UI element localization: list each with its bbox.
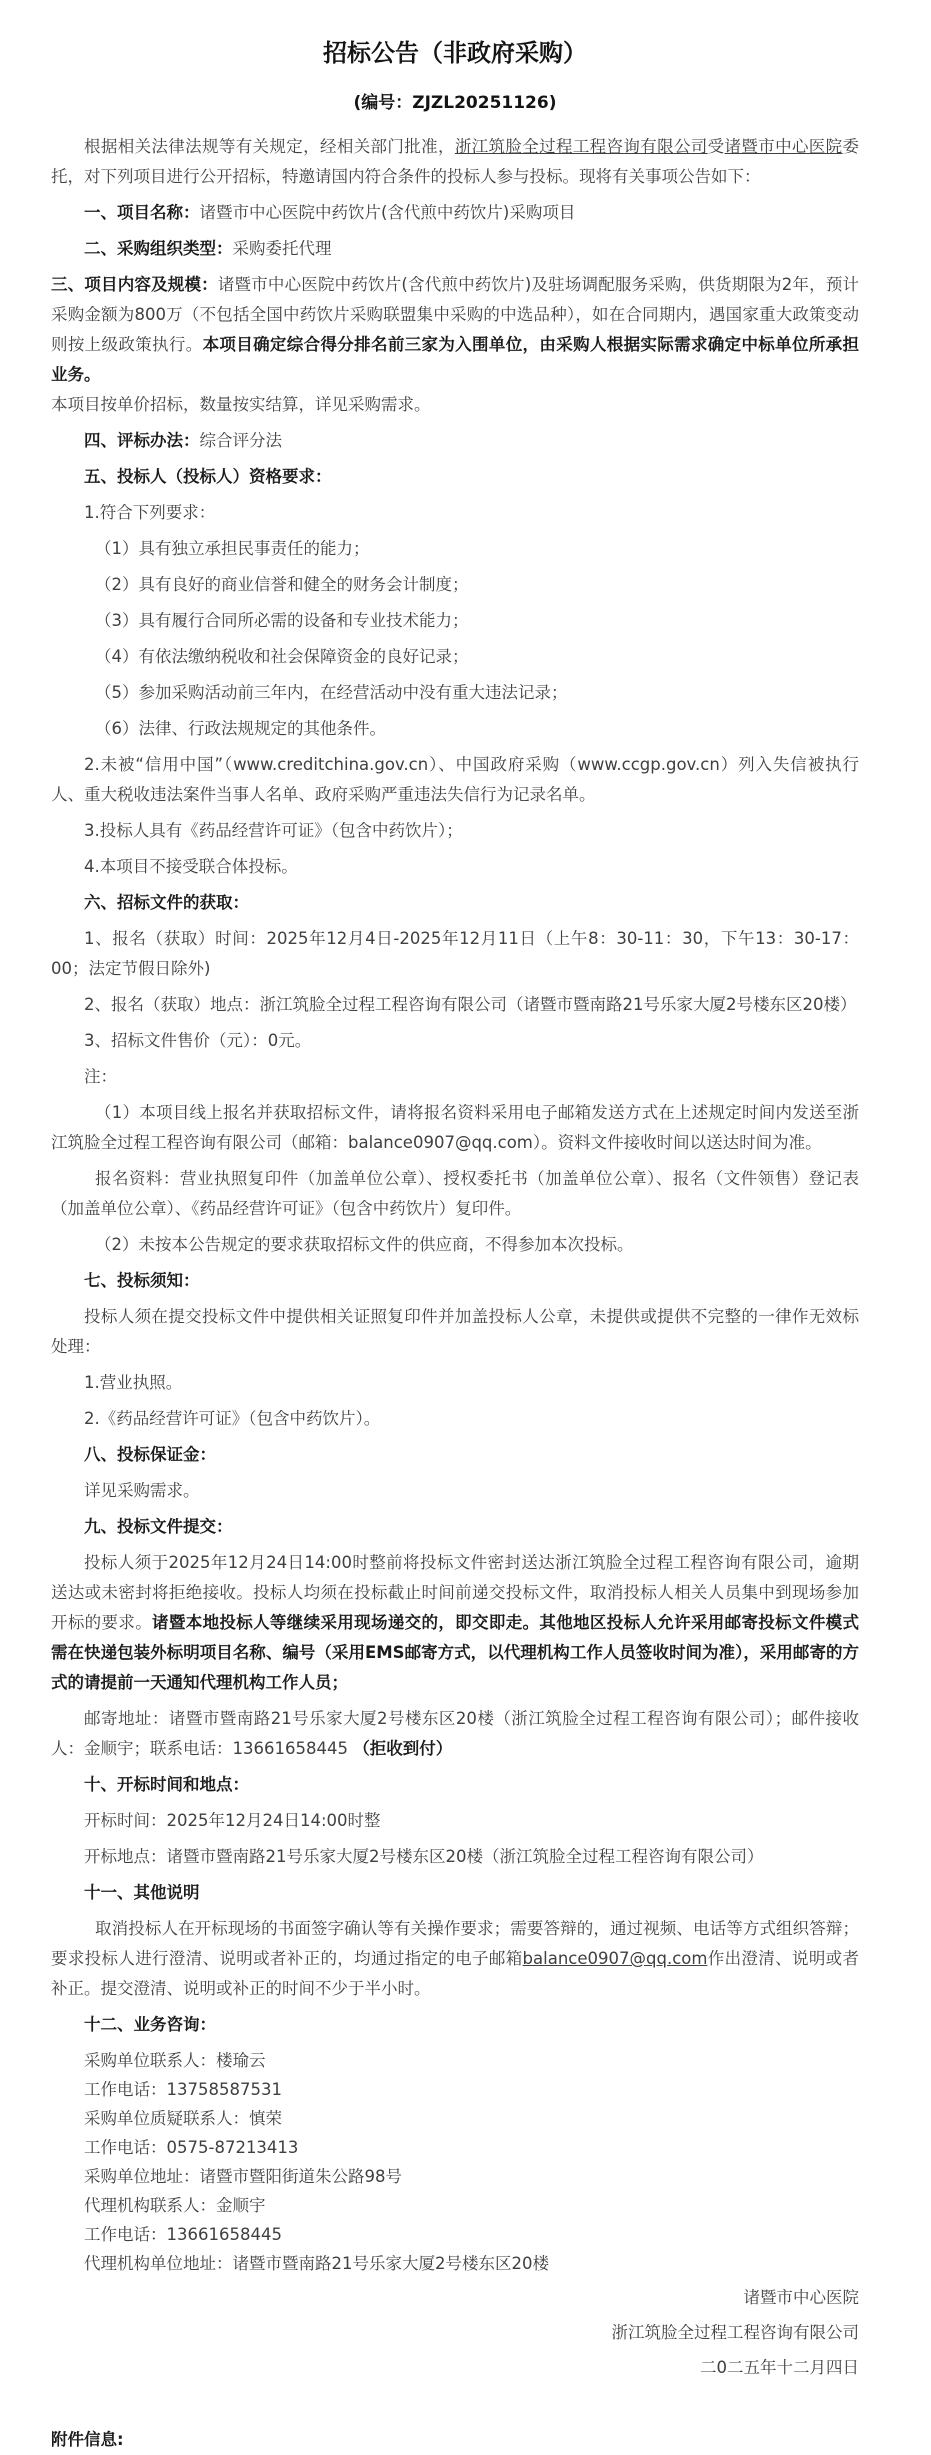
text-run: 二0二五年十二月四日 [700, 2358, 859, 2377]
qualification-item-3 [51, 816, 859, 846]
text-run: 三、项目内容及规模： [51, 275, 218, 294]
text-run: （6）法律、行政法规规定的其他条件。 [95, 719, 386, 738]
text-run: 采购单位质疑联系人：慎荣 [84, 2109, 282, 2128]
text-run: 2.未被“信用中国”（www.creditchina.gov.cn）、中国政府采购（www.ccgp.gov.cn）列入失信被执行人、重大税收违法案件当事人名单、政府采购严重违法失信行为记录名单。 [51, 755, 859, 804]
qualification-item-1-1 [51, 534, 859, 564]
contact-query-phone [51, 2133, 859, 2162]
section-5-qualification-heading [51, 462, 859, 492]
qualification-item-1-2 [51, 570, 859, 600]
section-3-scope [51, 270, 859, 420]
qualification-item-1-4 [51, 642, 859, 672]
section-10-opening-heading [51, 1770, 859, 1800]
section-8-deposit-heading [51, 1440, 859, 1470]
text-run: 委托，对下列项目进行公开招标，特邀请国内符合条件的投标人参与投标。现将有关事项公告如下： [51, 137, 860, 186]
text-run: 诸暨市中心医院中药饮片(含代煎中药饮片)采购项目 [199, 203, 576, 222]
email-link[interactable]: balance0907@qq.com [522, 1949, 708, 1968]
text-run: 四、评标办法： [84, 431, 200, 450]
text-run: 注： [84, 1067, 117, 1086]
text-run: 采购委托代理 [232, 239, 332, 258]
text-run: 七、投标须知： [84, 1271, 200, 1290]
section-2-org-type [51, 234, 859, 264]
text-run: 受 [707, 137, 725, 156]
text-run: 浙江筑脸全过程工程咨询有限公司 [611, 2323, 859, 2342]
doc-obtain-time [51, 924, 859, 984]
section-1-project-name [51, 198, 859, 228]
text-run: 诸暨市中心医院 [743, 2288, 859, 2307]
text-run: 3.投标人具有《药品经营许可证》（包含中药饮片）； [84, 821, 463, 840]
qualification-item-2 [51, 750, 859, 810]
text-run: 一、项目名称： [84, 203, 200, 222]
text-run: 报名资料：营业执照复印件（加盖单位公章）、授权委托书（加盖单位公章）、报名（文件领售）登记表（加盖单位公章）、《药品经营许可证》（包含中药饮片）复印件。 [51, 1169, 859, 1218]
text-run: 开标地点：诸暨市暨南路21号乐家大厦2号楼东区20楼（浙江筑脸全过程工程咨询有限公司） [84, 1847, 764, 1866]
text-run: 采购单位联系人：楼瑜云 [84, 2051, 266, 2070]
qualification-item-1 [51, 498, 859, 528]
text-run: （拒收到付） [353, 1739, 453, 1758]
text-run: 十一、其他说明 [84, 1883, 200, 1902]
qualification-item-1-5 [51, 678, 859, 708]
text-run: 1、报名（获取）时间：2025年12月4日-2025年12月11日（上午8：30-11：30，下午13：30-17：00；法定节假日除外) [51, 929, 859, 978]
doc-note-label [51, 1062, 859, 1092]
text-run: 2、报名（获取）地点：浙江筑脸全过程工程咨询有限公司（诸暨市暨南路21号乐家大厦2号楼东区20楼） [84, 995, 857, 1014]
section-12-consult-heading [51, 2010, 859, 2040]
notice-item-1 [51, 1368, 859, 1398]
opening-place [51, 1842, 859, 1872]
contact-purchaser-address [51, 2162, 859, 2191]
qualification-item-1-6 [51, 714, 859, 744]
contact-purchaser-person [51, 2046, 859, 2075]
section-6-doc-heading [51, 888, 859, 918]
text-run: 工作电话：13758587531 [84, 2080, 282, 2099]
intro-paragraph [51, 132, 859, 192]
doc-note-1 [51, 1098, 859, 1158]
text-run: （2）未按本公告规定的要求获取招标文件的供应商，不得参加本次投标。 [95, 1235, 634, 1254]
text-run: 取消投标人在开标现场的书面签字确认等有关操作要求；需要答辩的，通过视频、电话等方式组织答辩；要求投标人进行澄清、说明或者补正的，均通过指定的电子邮箱 [51, 1919, 859, 1968]
text-run: 本项目确定综合得分排名前三家为入围单位，由采购人根据实际需求确定中标单位所承担业务。 [51, 335, 860, 384]
text-run: 工作电话：0575-87213413 [84, 2138, 299, 2157]
text-run: 采购单位地址：诸暨市暨阳街道朱公路98号 [84, 2167, 402, 2186]
notice-paragraph [51, 1302, 859, 1362]
text-run: （2）具有良好的商业信誉和健全的财务会计制度； [95, 575, 469, 594]
doc-note-materials [51, 1164, 859, 1224]
text-run: 附件信息: [51, 2430, 124, 2449]
document-code: (编号：ZJZL20251126) [353, 93, 557, 113]
text-run: 详见采购需求。 [84, 1481, 200, 1500]
doc-price [51, 1026, 859, 1056]
deposit-text [51, 1476, 859, 1506]
attachment-label [51, 2425, 859, 2455]
text-run: 诸暨本地投标人等继续采用现场递交的，即交即走。其他地区投标人允许采用邮寄投标文件模式需在快递包装外标明项目名称、编号（采用EMS邮寄方式，以代理机构工作人员签收时间为准），采用邮寄的方式的请提前一天通知代理机构工作人员； [51, 1613, 860, 1692]
text-run: 1.营业执照。 [84, 1373, 183, 1392]
qualification-item-1-3 [51, 606, 859, 636]
section-4-eval-method [51, 426, 859, 456]
text-run: 邮寄地址：诸暨市暨南路21号乐家大厦2号楼东区20楼（浙江筑脸全过程工程咨询有限公司）；邮件接收人：金顺宇；联系电话：13661658445 [51, 1709, 859, 1758]
contact-agency-person [51, 2191, 859, 2220]
text-run: 投标人须于2025年12月24日14:00时整前将投标文件密封送达浙江筑脸全过程工程咨询有限公司，逾期送达或未密封将拒绝接收。投标人均须在投标截止时间前递交投标文件，取消投标人相关人员集中到现场参加开标的要求。 [51, 1553, 859, 1632]
text-run: （4）有依法缴纳税收和社会保障资金的良好记录； [95, 647, 469, 666]
text-run: 十二、业务咨询： [84, 2015, 216, 2034]
text-run: （1）本项目线上报名并获取招标文件，请将报名资料采用电子邮箱发送方式在上述规定时间内发送至浙江筑脸全过程工程咨询有限公司（邮箱：balance0907@qq.com）。资料文件接收时间以送达时间为准。 [51, 1103, 859, 1152]
text-run: 综合评分法 [199, 431, 282, 450]
text-run: 诸暨市中心医院 [724, 137, 843, 156]
text-run: 代理机构联系人：金顺宇 [84, 2196, 266, 2215]
opening-time [51, 1806, 859, 1836]
text-run: 十、开标时间和地点： [84, 1775, 249, 1794]
text-run: （5）参加采购活动前三年内，在经营活动中没有重大违法记录； [95, 683, 568, 702]
text-run: 本项目按单价招标，数量按实结算，详见采购需求。 [51, 395, 431, 414]
text-run: 诸暨市中心医院中药饮片(含代煎中药饮片)及驻场调配服务采购，供货期限为2年，预计采购金额为800万（不包括全国中药饮片采购联盟集中采购的中选品种），如在合同期内，遇国家重大政策变动则按上级政策执行。 [51, 275, 860, 354]
doc-note-2 [51, 1230, 859, 1260]
text-run: 根据相关法律法规等有关规定，经相关部门批准， [84, 137, 455, 156]
other-paragraph [51, 1914, 859, 2004]
section-7-notice-heading [51, 1266, 859, 1296]
text-run: 1.符合下列要求： [84, 503, 216, 522]
text-run: （1）具有独立承担民事责任的能力； [95, 539, 370, 558]
qualification-item-4 [51, 852, 859, 882]
contact-query-person [51, 2104, 859, 2133]
page-title: 招标公告（非政府采购） [323, 39, 587, 67]
text-run: 开标时间：2025年12月24日14:00时整 [84, 1811, 381, 1830]
contact-agency-address [51, 2249, 859, 2278]
text-run: 代理机构单位地址：诸暨市暨南路21号乐家大厦2号楼东区20楼 [84, 2254, 549, 2273]
signature-date [51, 2353, 859, 2383]
signature-purchaser [51, 2283, 859, 2313]
doc-obtain-place [51, 990, 859, 1020]
text-run: 投标人须在提交投标文件中提供相关证照复印件并加盖投标人公章，未提供或提供不完整的一律作无效标处理： [51, 1307, 859, 1356]
document-body [51, 132, 859, 2455]
text-run: 二、采购组织类型： [84, 239, 233, 258]
mailing-address [51, 1704, 859, 1764]
signature-agency [51, 2318, 859, 2348]
text-run: （3）具有履行合同所必需的设备和专业技术能力； [95, 611, 469, 630]
text-run: 五、投标人（投标人）资格要求： [84, 467, 332, 486]
text-run: 3、招标文件售价（元）：0元。 [84, 1031, 312, 1050]
submission-paragraph [51, 1548, 859, 1698]
section-11-other-heading [51, 1878, 859, 1908]
contact-agency-phone [51, 2220, 859, 2249]
contact-purchaser-phone [51, 2075, 859, 2104]
text-run: 4.本项目不接受联合体投标。 [84, 857, 298, 876]
text-run: 工作电话：13661658445 [84, 2225, 282, 2244]
text-run: 2.《药品经营许可证》（包含中药饮片）。 [84, 1409, 381, 1428]
text-run: 九、投标文件提交： [84, 1517, 233, 1536]
text-run: 浙江筑脸全过程工程咨询有限公司 [454, 137, 708, 156]
text-run: 六、招标文件的获取： [84, 893, 249, 912]
notice-item-2 [51, 1404, 859, 1434]
text-run: 作出澄清、说明或者补正。提交澄清、说明或补正的时间不少于半小时。 [51, 1949, 860, 1998]
section-9-submission-heading [51, 1512, 859, 1542]
text-run: 八、投标保证金： [84, 1445, 216, 1464]
